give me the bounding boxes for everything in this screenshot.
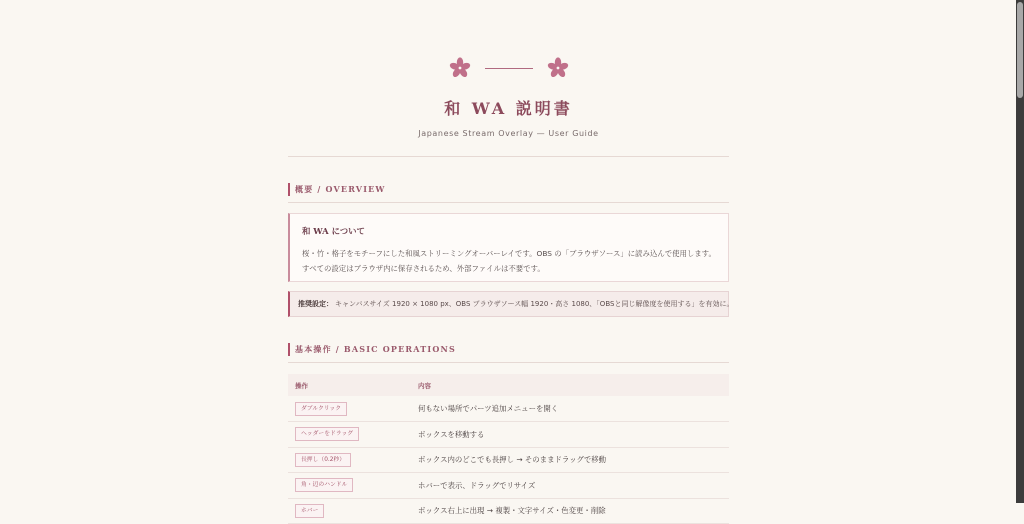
recommended-settings-note xyxy=(288,291,734,317)
sakura-flower-icon xyxy=(449,57,471,79)
action-tag: 角・辺のハンドル xyxy=(295,478,353,492)
sakura-flower-icon xyxy=(547,57,569,79)
operations-heading: 基本操作 / BASIC OPERATIONS xyxy=(288,343,729,356)
operations-table xyxy=(288,374,729,524)
action-description: 何もない場所でパーツ追加メニューを開く xyxy=(418,404,559,413)
note-label: 推奨設定： xyxy=(298,300,333,308)
action-description: ホバーで表示、ドラッグでリサイズ xyxy=(418,480,536,490)
table-row xyxy=(288,498,729,524)
table-header-row xyxy=(288,374,729,396)
about-card xyxy=(288,213,729,282)
page-title: 和 WA 説明書 xyxy=(444,99,573,118)
table-row xyxy=(288,396,729,422)
scrollbar-thumb[interactable] xyxy=(1017,2,1023,98)
section-divider xyxy=(288,362,729,363)
action-description: ボックスを移動する xyxy=(418,429,485,439)
ornament-line xyxy=(485,68,533,69)
action-tag: ホバー xyxy=(295,504,324,518)
column-header-description: 内容 xyxy=(418,381,431,390)
overview-heading: 概要 / OVERVIEW xyxy=(288,183,729,196)
action-tag: ヘッダーをドラッグ xyxy=(295,427,359,441)
action-tag: 長押し（0.2秒） xyxy=(295,453,351,467)
table-row xyxy=(288,473,729,499)
page-subtitle: Japanese Stream Overlay — User Guide xyxy=(418,129,599,138)
about-card-body: 桜・竹・格子をモチーフにした和風ストリーミングオーバーレイです。OBS の「ブラウザソース」に読み込んで使用します。すべての設定はブラウザ内に保存されるため、外部ファイルは不要です。 xyxy=(302,249,716,273)
action-tag: ダブルクリック xyxy=(295,402,347,416)
column-header-action: 操作 xyxy=(295,381,308,390)
hero-header xyxy=(288,0,729,138)
guide-content xyxy=(288,0,734,524)
note-text: キャンバスサイズ 1920 × 1080 px、OBS ブラウザソース幅 1920・高さ 1080、「OBSと同じ解像度を使用する」を有効に。 xyxy=(335,300,734,308)
table-row xyxy=(288,447,729,473)
about-card-title: 和 WA について xyxy=(302,226,365,236)
section-divider xyxy=(288,202,729,203)
vertical-scrollbar[interactable] xyxy=(1016,0,1024,503)
header-divider xyxy=(288,156,729,157)
table-row xyxy=(288,422,729,448)
action-description: ボックス内のどこでも長押し → そのままドラッグで移動 xyxy=(418,455,607,465)
title-ornament xyxy=(288,56,729,80)
action-description: ボックス右上に出現 → 複製・文字サイズ・色変更・削除 xyxy=(418,506,606,516)
